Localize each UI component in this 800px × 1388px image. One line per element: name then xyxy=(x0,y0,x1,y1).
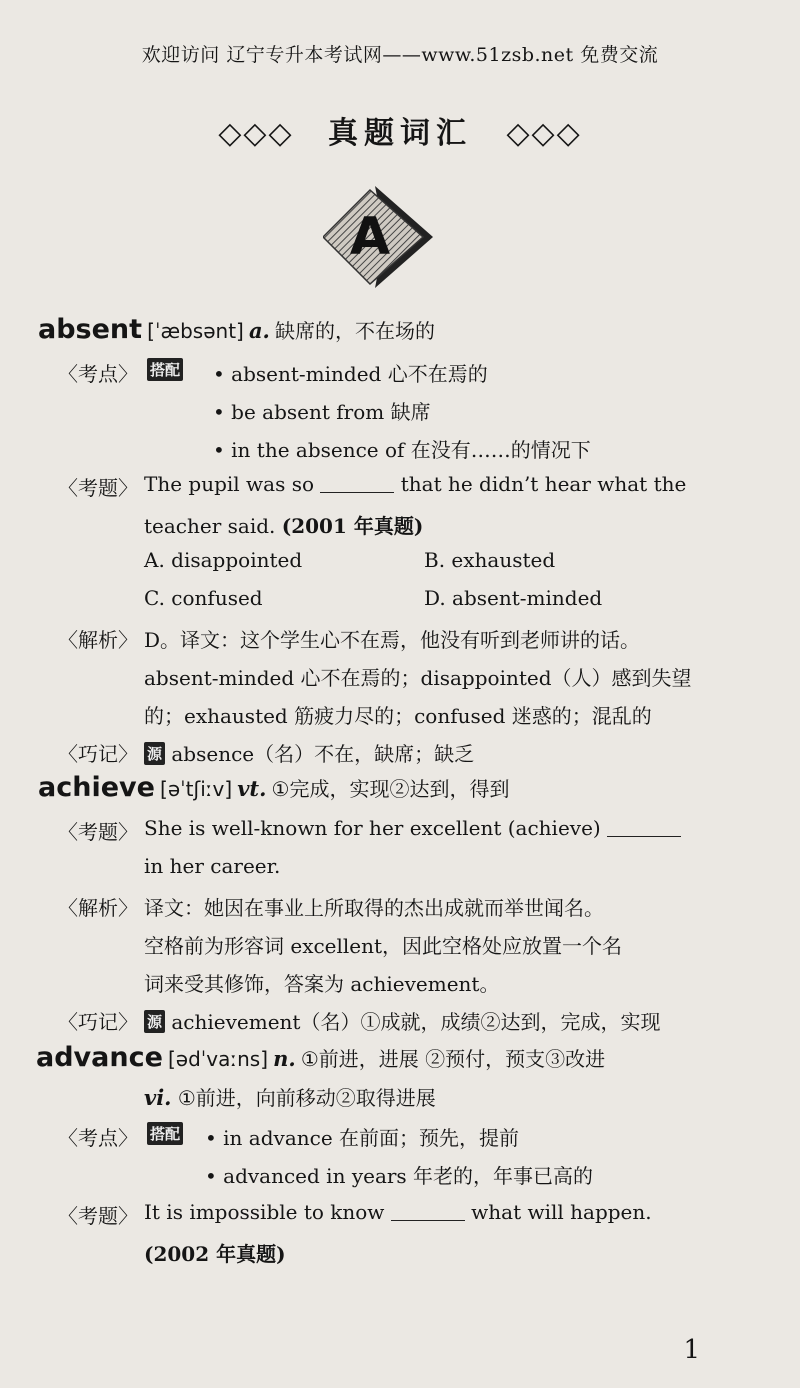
option: A. disappointed xyxy=(144,548,303,572)
label-kaoti: 〈考题〉 xyxy=(58,820,138,844)
answer-blank xyxy=(607,820,681,837)
analysis-line: 词来受其修饰，答案为 achievement。 xyxy=(144,972,500,996)
title-text: 真题词汇 xyxy=(328,116,472,151)
tag-dapei: 搭配 xyxy=(147,358,183,381)
question-year: (2002 年真题) xyxy=(144,1242,286,1266)
memory: 源 achievement（名）①成就，成绩②达到，完成，实现 xyxy=(144,1006,660,1035)
point: • advanced in years 年老的，年事已高的 xyxy=(205,1164,594,1188)
question-cont: teacher said. (2001 年真题) xyxy=(144,514,424,538)
section-letter-badge xyxy=(323,182,433,292)
headword: absent xyxy=(38,314,143,345)
label-kaoti: 〈考题〉 xyxy=(58,476,138,500)
tag-dapei: 搭配 xyxy=(147,1122,183,1145)
answer-blank xyxy=(320,476,394,493)
meaning: 缺席的，不在场的 xyxy=(274,319,435,343)
page-number: 1 xyxy=(683,1335,700,1365)
analysis-line: 译文：她因在事业上所取得的杰出成就而举世闻名。 xyxy=(144,896,604,920)
point: • absent-minded 心不在焉的 xyxy=(213,362,488,386)
question-cont: in her career. xyxy=(144,854,281,878)
headword: achieve xyxy=(38,772,155,803)
entry-achieve-head xyxy=(38,772,509,803)
memory: 源 absence（名）不在，缺席；缺乏 xyxy=(144,738,474,767)
meaning: ①完成，实现②达到，得到 xyxy=(271,777,510,801)
part-of-speech: n. xyxy=(273,1046,296,1071)
page-header: 欢迎访问 辽宁专升本考试网——www.51zsb.net 免费交流 xyxy=(141,44,659,66)
point: • in advance 在前面；预先，提前 xyxy=(205,1126,520,1150)
meaning: ①前进，向前移动②取得进展 xyxy=(177,1086,436,1110)
analysis-line: 空格前为形容词 excellent，因此空格处应放置一个名 xyxy=(144,934,623,958)
point: • in the absence of 在没有……的情况下 xyxy=(213,438,591,462)
label-jiexi: 〈解析〉 xyxy=(58,628,138,652)
label-jiexi: 〈解析〉 xyxy=(58,896,138,920)
analysis-line: absent-minded 心不在焉的；disappointed（人）感到失望 xyxy=(144,666,692,690)
phonetic: [ədˈvaːns] xyxy=(168,1047,269,1071)
label-kaodian: 〈考点〉 xyxy=(58,1126,138,1150)
part-of-speech: vt. xyxy=(237,776,267,801)
question: She is well-known for her excellent (achieve) xyxy=(144,816,681,840)
answer-blank xyxy=(391,1204,465,1221)
meaning: ①前进，进展 ②预付，预支③改进 xyxy=(300,1047,606,1071)
tag-yuan: 源 xyxy=(144,742,165,765)
page-title xyxy=(0,108,800,152)
analysis-line: D。译文：这个学生心不在焉，他没有听到老师讲的话。 xyxy=(144,628,641,652)
entry-advance-head xyxy=(36,1042,605,1073)
part-of-speech: vi. xyxy=(144,1085,172,1110)
label-kaoti: 〈考题〉 xyxy=(58,1204,138,1228)
diamonds-right: ◇◇◇ xyxy=(506,116,582,151)
option: D. absent-minded xyxy=(424,586,603,610)
question: It is impossible to know what will happen. xyxy=(144,1200,652,1224)
headword: advance xyxy=(36,1042,163,1073)
option: C. confused xyxy=(144,586,263,610)
entry-advance-head-2 xyxy=(144,1082,436,1111)
question: The pupil was so that he didn’t hear what the xyxy=(144,472,687,496)
label-qiaoji: 〈巧记〉 xyxy=(58,742,138,766)
part-of-speech: a. xyxy=(248,318,270,343)
entry-absent-head xyxy=(38,314,435,345)
phonetic: [əˈtʃiːv] xyxy=(160,777,233,801)
point: • be absent from 缺席 xyxy=(213,400,431,424)
phonetic: [ˈæbsənt] xyxy=(147,319,244,343)
tag-yuan: 源 xyxy=(144,1010,165,1033)
option: B. exhausted xyxy=(424,548,556,572)
label-qiaoji: 〈巧记〉 xyxy=(58,1010,138,1034)
diamonds-left: ◇◇◇ xyxy=(218,116,294,151)
question-year: (2001 年真题) xyxy=(281,514,424,538)
section-letter: A xyxy=(349,207,391,267)
analysis-line: 的；exhausted 筋疲力尽的；confused 迷惑的；混乱的 xyxy=(144,704,652,728)
label-kaodian: 〈考点〉 xyxy=(58,362,138,386)
